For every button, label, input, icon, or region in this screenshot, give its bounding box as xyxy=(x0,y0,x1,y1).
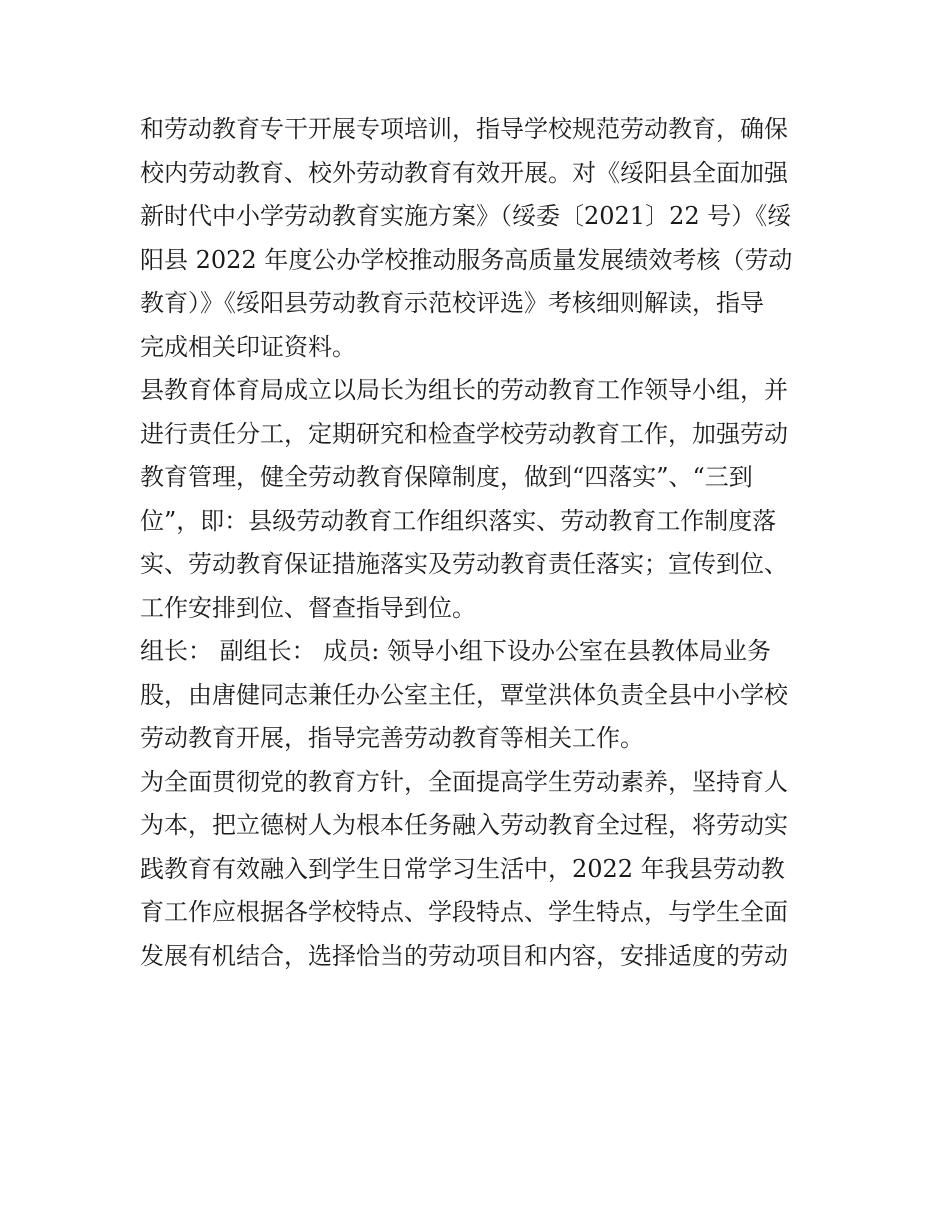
text-line: 组长： 副组长： 成员: 领导小组下设办公室在县教体局业务 xyxy=(140,637,771,665)
text-line: 新时代中小学劳动教育实施方案》（绥委〔2021〕22 号）《绥 xyxy=(140,202,792,230)
text-line: 位”，即：县级劳动教育工作组织落实、劳动教育工作制度落 xyxy=(140,506,777,535)
text-line: 教育管理，健全劳动教育保障制度，做到“四落实”、“三到 xyxy=(140,463,753,491)
body-text xyxy=(140,108,820,978)
text-line: 育工作应根据各学校特点、学段特点、学生特点，与学生全面 xyxy=(140,898,788,926)
text-line: 践教育有效融入到学生日常学习生活中，2022 年我县劳动教 xyxy=(140,854,785,883)
text-line: 股，由唐健同志兼任办公室主任，覃堂洪体负责全县中小学校 xyxy=(140,680,788,709)
text-line: 劳动教育开展，指导完善劳动教育等相关工作。 xyxy=(140,724,644,752)
text-line: 为全面贯彻党的教育方针，全面提高学生劳动素养，坚持育人 xyxy=(140,767,788,796)
text-line: 进行责任分工，定期研究和检查学校劳动教育工作，加强劳动 xyxy=(140,419,788,448)
text-line: 县教育体育局成立以局长为组长的劳动教育工作领导小组，并 xyxy=(140,376,788,404)
text-line: 工作安排到位、督查指导到位。 xyxy=(140,593,476,622)
text-line: 发展有机结合，选择恰当的劳动项目和内容，安排适度的劳动 xyxy=(140,941,788,970)
text-line: 教育）》《绥阳县劳动教育示范校评选》考核细则解读，指导 xyxy=(140,289,764,317)
text-line: 为本，把立德树人为根本任务融入劳动教育全过程，将劳动实 xyxy=(140,811,788,839)
text-line: 校内劳动教育、校外劳动教育有效开展。对《绥阳县全面加强 xyxy=(140,158,788,187)
text-line: 阳县 2022 年度公办学校推动服务高质量发展绩效考核（劳动 xyxy=(140,245,793,274)
text-line: 实、劳动教育保证措施落实及劳动教育责任落实；宣传到位、 xyxy=(140,550,788,578)
text-line: 完成相关印证资料。 xyxy=(140,332,356,361)
text-line: 和劳动教育专干开展专项培训，指导学校规范劳动教育，确保 xyxy=(140,115,788,143)
